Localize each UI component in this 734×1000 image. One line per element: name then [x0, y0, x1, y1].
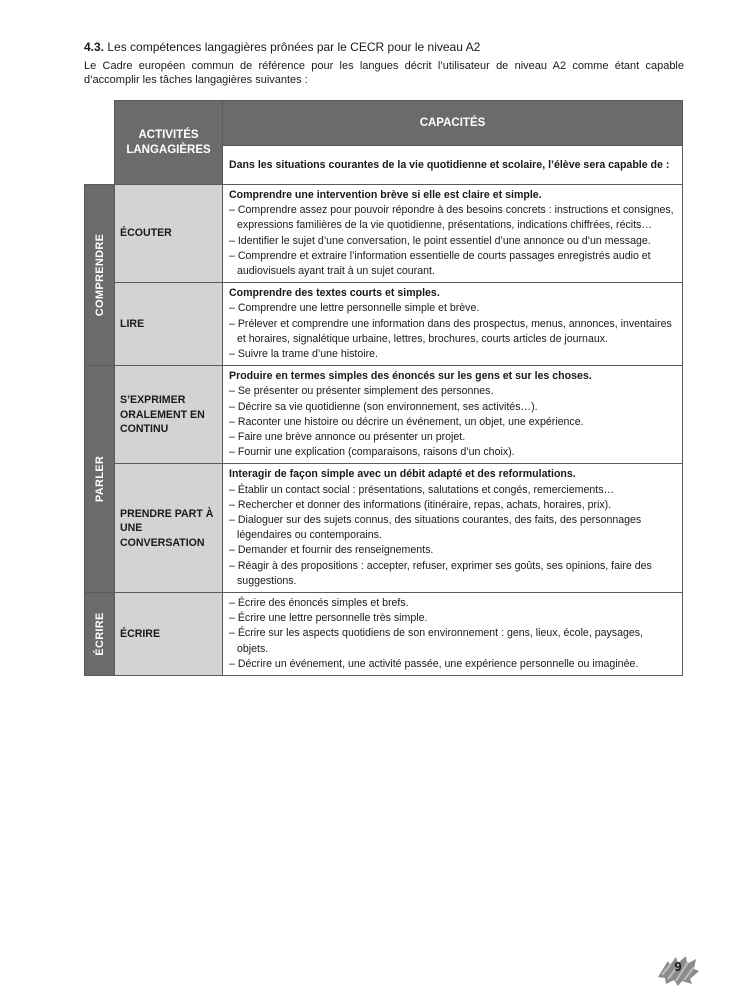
capacity-ecouter [223, 185, 683, 283]
capacity-title: Comprendre des textes courts et simples. [229, 287, 440, 300]
activity-ecouter: ÉCOUTER [115, 185, 223, 283]
capacity-item: – Comprendre une lettre personnelle simple et brève. [229, 301, 676, 316]
capacity-ecrire [223, 593, 683, 676]
capacity-title: Interagir de façon simple avec un débit adapté et des reformulations. [229, 468, 576, 481]
table-row [85, 593, 683, 676]
table-row [85, 283, 683, 366]
table-row [85, 464, 683, 593]
capacity-item: – Écrire sur les aspects quotidiens de son environnement : gens, lieux, école, paysages, objets. [229, 626, 676, 656]
section-number: 4.3. [84, 40, 105, 54]
category-comprendre: COMPRENDRE [85, 185, 115, 366]
category-ecrire: ÉCRIRE [85, 593, 115, 676]
activity-sexprimer: S’EXPRIMER ORALEMENT EN CONTINU [115, 366, 223, 464]
capacity-item: – Écrire des énoncés simples et brefs. [229, 596, 676, 611]
section-title: Les compétences langagières prônées par le CECR pour le niveau A2 [107, 40, 481, 54]
capacity-item: – Prélever et comprendre une information dans des prospectus, menus, annonces, inventaires et horaires, signalétique urbaine, lettres, brochures, courts articles de journaux. [229, 317, 676, 347]
capacity-lire [223, 283, 683, 366]
capacity-item: – Décrire sa vie quotidienne (son environnement, ses activités…). [229, 400, 676, 415]
capacity-item: – Demander et fournir des renseignements. [229, 543, 676, 558]
capacity-title: Comprendre une intervention brève si elle est claire et simple. [229, 189, 542, 201]
capacity-item: – Décrire un événement, une activité passée, une expérience personnelle ou imaginée. [229, 657, 676, 672]
intro-paragraph: Le Cadre européen commun de référence pour les langues décrit l’utilisateur de niveau A2 comme étant capable d’accomplir les tâches langagières suivantes : [84, 60, 684, 86]
activity-prendre-part: PRENDRE PART À UNE CONVERSATION [115, 464, 223, 593]
header-capacities: CAPACITÉS [223, 101, 683, 146]
activity-lire: LIRE [115, 283, 223, 366]
capacity-item: – Raconter une histoire ou décrire un événement, un objet, une expérience. [229, 415, 676, 430]
table-row [85, 366, 683, 464]
page-number-badge [656, 953, 700, 987]
capacity-item: – Faire une brève annonce ou présenter un projet. [229, 430, 676, 445]
capacity-item: – Réagir à des propositions : accepter, refuser, exprimer ses goûts, ses opinions, faire des suggestions. [229, 559, 676, 589]
section-heading [84, 40, 480, 54]
capacity-prendre-part [223, 464, 683, 593]
capacity-sexprimer [223, 366, 683, 464]
capacity-item: – Se présenter ou présenter simplement des personnes. [229, 384, 676, 399]
capacity-item: – Établir un contact social : présentations, salutations et congés, remerciements… [229, 483, 676, 498]
capacities-subheader: Dans les situations courantes de la vie quotidienne et scolaire, l’élève sera capable de : [223, 146, 683, 185]
table-row [85, 185, 683, 283]
capacity-item: – Identifier le sujet d’une conversation, le point essentiel d’une annonce ou d’un message. [229, 234, 676, 249]
capacity-item: – Rechercher et donner des informations (itinéraire, repas, achats, horaires, prix). [229, 498, 676, 513]
capacity-item: – Dialoguer sur des sujets connus, des situations courantes, des faits, des personnages légendaires ou contemporains. [229, 513, 676, 543]
page-number: 9 [674, 959, 682, 974]
table-corner [85, 101, 115, 185]
activity-ecrire: ÉCRIRE [115, 593, 223, 676]
category-parler: PARLER [85, 366, 115, 593]
capacity-item: – Comprendre assez pour pouvoir répondre à des besoins concrets : instructions et consignes, expressions familières de la vie quotidienne, présentations, indications chiffrées, récits… [229, 203, 676, 233]
capacity-item: – Suivre la trame d’une histoire. [229, 347, 676, 362]
competences-table [84, 100, 683, 676]
header-activities: ACTIVITÉS LANGAGIÈRES [115, 101, 223, 185]
capacity-title: Produire en termes simples des énoncés sur les gens et sur les choses. [229, 370, 592, 383]
capacity-item: – Comprendre et extraire l’information essentielle de courts passages enregistrés audio et audiovisuels ayant trait à un sujet courant. [229, 249, 676, 279]
capacity-item: – Écrire une lettre personnelle très simple. [229, 611, 676, 626]
capacity-item: – Fournir une explication (comparaisons, raisons d’un choix). [229, 445, 676, 460]
